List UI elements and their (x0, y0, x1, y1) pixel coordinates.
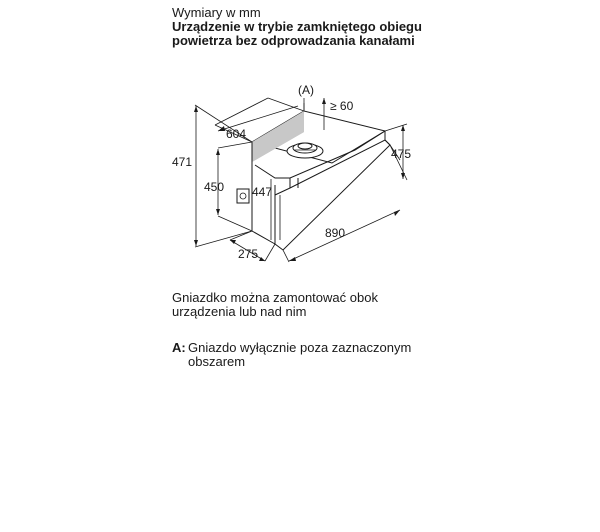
note-a-prefix: A: (172, 340, 186, 355)
dim-width-top: 604 (226, 127, 247, 141)
dim-height-back: 450 (204, 180, 225, 194)
hood-outline (237, 111, 390, 250)
dim-panel-depth: 447 (252, 185, 273, 199)
socket-note-line-2: urządzenia lub nad nim (172, 304, 307, 319)
fan-motor-icon (287, 143, 323, 158)
dim-height-total: 471 (172, 155, 193, 169)
dim-length: 890 (325, 226, 346, 240)
title-line-2: powietrza bez odprowadzania kanałami (172, 33, 415, 48)
units-caption: Wymiary w mm (172, 5, 261, 20)
note-a-line-2: obszarem (188, 354, 246, 369)
zone-a-label: (A) (298, 83, 314, 97)
socket-icon (237, 189, 249, 203)
dim-clearance: ≥ 60 (330, 99, 354, 113)
socket-note-line-1: Gniazdko można zamontować obok (172, 290, 378, 305)
dim-right-height: 475 (391, 147, 412, 161)
title-line-1: Urządzenie w trybie zamkniętego obiegu (172, 19, 422, 34)
dim-bottom-depth: 275 (238, 247, 259, 261)
note-a-line-1: Gniazdo wyłącznie poza zaznaczonym (188, 340, 412, 355)
